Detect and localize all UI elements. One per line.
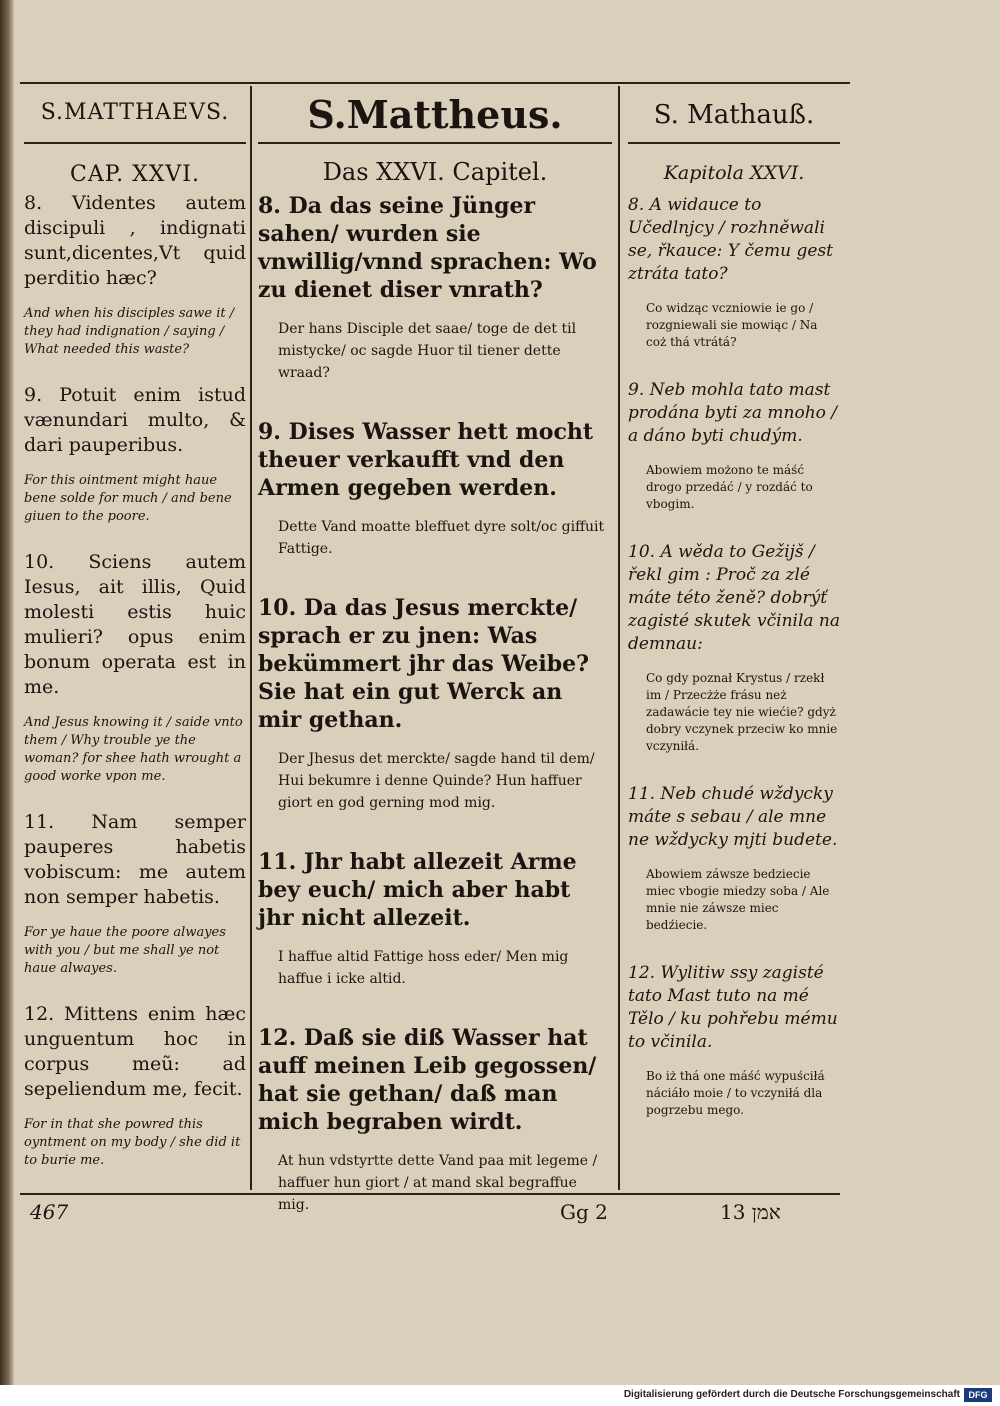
latin-chapter: CAP. XXVI. [70, 162, 200, 187]
signature-mark: Gg 2 [560, 1200, 608, 1224]
hebrew-catchword: אמן 13 [720, 1200, 781, 1224]
czech-verse-9 [628, 379, 840, 513]
czech-text: 10. A wěda to Gežijš / řekl gim : Proč za zlé máte této ženě? dobrýť zagisté skutek včinila na demnau: [628, 542, 841, 654]
column-separator-2 [618, 86, 620, 1190]
latin-column [24, 88, 246, 1188]
czech-chapter: Kapitola XXVI. [663, 162, 805, 184]
english-text: And Jesus knowing it / saide vnto them / Why trouble ye the woman? for shee hath wrought a good worke vpon me. [24, 715, 243, 784]
danish-text: I haffue altid Fattige hoss eder/ Men mig haffue i icke altid. [278, 949, 569, 987]
latin-text: 9. Potuit enim istud vænundari multo, & dari pauperibus. [24, 384, 246, 456]
latin-text: 12. Mittens enim hæc unguentum hoc in corpus meũ: ad sepeliendum me, fecit. [24, 1003, 246, 1100]
czech-verse-10 [628, 541, 840, 755]
czech-header: S. Mathauß. [653, 100, 815, 130]
german-verse-12 [258, 1024, 612, 1216]
page-number: 467 [30, 1200, 69, 1224]
english-text: For ye haue the poore alwayes with you / but me shall ye not haue alwayes. [24, 925, 226, 976]
german-verse-9 [258, 418, 612, 560]
latin-text: 8. Videntes autem discipuli , indignati sunt,dicentes,Vt quid perditio hæc? [24, 192, 246, 289]
danish-text: Der hans Disciple det saae/ toge de det til mistycke/ oc sagde Huor til tiener dette wraad? [278, 321, 577, 381]
polish-text: Bo iż thá one máść wypuściłá náciáło moie / to vczyniłá dla pogrzebu mego. [646, 1069, 825, 1117]
latin-verse-8 [24, 191, 246, 359]
czech-text: 8. A widauce to Učedlnjcy / rozhněwali se, řkauce: Y čemu gest ztráta tato? [628, 195, 833, 284]
german-verse-8 [258, 192, 612, 384]
german-text: 11. Jhr habt allezeit Arme bey euch/ mich aber habt jhr nicht allezeit. [258, 849, 577, 931]
czech-text: 11. Neb chudé wždycky máte s sebau / ale mne ne wždycky mjti budete. [628, 784, 838, 850]
column-separator-1 [250, 86, 252, 1190]
polish-text: Abowiem záwsze bedziecie miec vbogie miedzy soba / Ale mnie nie záwsze miec bedźiecie. [646, 867, 830, 932]
latin-text: 10. Sciens autem Iesus, ait illis, Quid molesti estis huic mulieri? opus enim bonum operata est in me. [24, 551, 246, 698]
dfg-logo: DFG [964, 1388, 992, 1402]
czech-verse-12 [628, 962, 840, 1119]
latin-header: S.MATTHAEVS. [40, 100, 230, 125]
digitization-note: Digitalisierung gefördert durch die Deutsche Forschungsgemeinschaft [623, 1389, 960, 1400]
czech-text: 9. Neb mohla tato mast prodána byti za mnoho / a dáno byti chudým. [628, 380, 838, 446]
czech-verse-11 [628, 783, 840, 934]
german-text: 8. Da das seine Jünger sahen/ wurden sie vnwillig/vnnd sprachen: Wo zu dienet diser vnrath? [258, 193, 597, 303]
bottom-rule [20, 1193, 840, 1195]
danish-text: At hun vdstyrtte dette Vand paa mit legeme / haffuer hun giort / at mand skal begraffue mig. [278, 1153, 598, 1213]
czech-text: 12. Wylitiw ssy zagisté tato Mast tuto na mé Tělo / ku pohřebu mému to včinila. [628, 963, 838, 1052]
polish-text: Co widząc vczniowie ie go / rozgniewali sie mowiąc / Na coż thá vtrátá? [646, 301, 818, 349]
danish-text: Der Jhesus det merckte/ sagde hand til dem/ Hui bekumre i denne Quinde? Hun haffuer giort en god gerning mod mig. [278, 751, 595, 811]
german-text: 12. Daß sie diß Wasser hat auff meinen Leib gegossen/ hat sie gethan/ daß man mich begraben wirdt. [258, 1025, 597, 1135]
digitization-strip [0, 1385, 1000, 1406]
czech-column [628, 88, 840, 1188]
german-header: S.Mattheus. [307, 92, 563, 137]
polish-text: Abowiem możono te máść drogo przedáć / y rozdáć to vbogim. [646, 463, 813, 511]
german-chapter: Das XXVI. Capitel. [322, 158, 548, 186]
polish-text: Co gdy poznał Krystus / rzekł im / Przecżże frásu neż zadawácie tey nie wiećie? gdyż dobry vczynek przeciw ko mnie vczyniłá. [646, 671, 838, 753]
top-rule [20, 82, 850, 84]
latin-verse-12 [24, 1002, 246, 1170]
latin-verse-9 [24, 383, 246, 526]
latin-verse-10 [24, 550, 246, 786]
english-text: For this ointment might haue bene solde for much / and bene giuen to the poore. [24, 473, 232, 524]
latin-text: 11. Nam semper pauperes habetis vobiscum: me autem non semper habetis. [24, 811, 246, 908]
german-verse-10 [258, 594, 612, 814]
czech-verse-8 [628, 194, 840, 351]
english-text: And when his disciples sawe it / they had indignation / saying / What needed this waste? [24, 306, 235, 357]
german-text: 9. Dises Wasser hett mocht theuer verkaufft vnd den Armen gegeben werden. [258, 419, 594, 501]
book-spine [0, 0, 14, 1385]
latin-verse-11 [24, 810, 246, 978]
english-text: For in that she powred this oyntment on my body / she did it to burie me. [24, 1117, 241, 1168]
german-text: 10. Da das Jesus merckte/ sprach er zu jnen: Was bekümmert jhr das Weibe? Sie hat ein gut Werck an mir gethan. [258, 595, 590, 733]
german-verse-11 [258, 848, 612, 990]
danish-text: Dette Vand moatte bleffuet dyre solt/oc giffuit Fattige. [278, 519, 605, 557]
